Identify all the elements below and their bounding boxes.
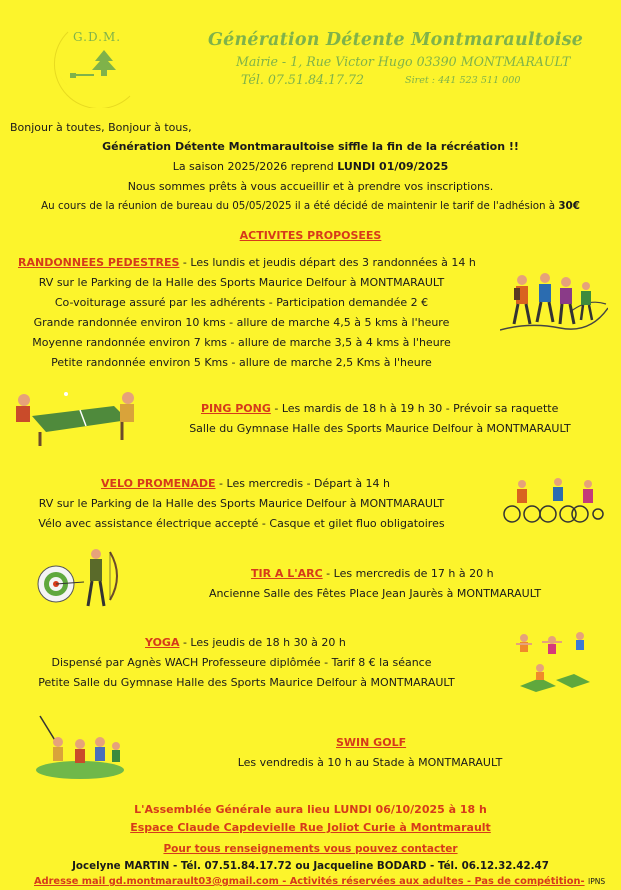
golf-line-1: Les vendredis à 10 h au Stade à MONTMARAULT [237, 756, 503, 769]
tir-line-2: Ancienne Salle des Fêtes Place Jean Jaurès à MONTMARAULT [208, 587, 542, 600]
randonnees-line-5: Moyenne randonnée environ 7 kms - allure de marche 3,5 à 4 kms à l'heure [32, 336, 451, 349]
golf-title: SWIN GOLF [336, 736, 407, 749]
intro-season-text: La saison 2025/2026 reprend [172, 160, 338, 173]
association-siret: Siret : 441 523 511 000 [405, 75, 521, 86]
contact-line-2 [34, 876, 605, 887]
greeting: Bonjour à toutes, Bonjour à tous, [10, 121, 192, 134]
assemblee-line-2: Espace Claude Capdevielle Rue Joliot Curie à Montmarault [130, 821, 491, 834]
intro-line-2 [0, 160, 621, 173]
velo-title: VELO PROMENADE [101, 477, 216, 490]
randonnees-title: RANDONNEES PEDESTRES [18, 256, 180, 269]
velo-schedule: - Les mercredis - Départ à 14 h [215, 477, 391, 490]
ping-pong-illustration [10, 386, 140, 448]
randonnees-line-6: Petite randonnée environ 5 Kms - allure de marche 2,5 Kms à l'heure [51, 356, 432, 369]
randonnees-line-2: RV sur le Parking de la Halle des Sports Maurice Delfour à MONTMARAULT [38, 276, 445, 289]
intro-tariff-text: Au cours de la réunion de bureau du 05/05/2025 il a été décidé de maintenir le tarif de l'adhésion à [41, 200, 559, 212]
intro-tariff-price: 30€ [558, 200, 580, 212]
intro-start-date: LUNDI 01/09/2025 [337, 160, 449, 173]
contact-email-text: Adresse mail gd.montmarault03@gmail.com - Activités réservées aux adultes - Pas de compétition- [34, 876, 585, 887]
association-phone: Tél. 07.51.84.17.72 [241, 72, 365, 87]
pingpong-title: PING PONG [201, 402, 271, 415]
yoga-schedule: - Les jeudis de 18 h 30 à 20 h [179, 636, 346, 649]
randonnees-line-3: Co-voiturage assuré par les adhérents - Participation demandée 2 € [54, 296, 429, 309]
yoga-illustration [512, 628, 594, 694]
yoga-title: YOGA [145, 636, 180, 649]
yoga-line-3: Petite Salle du Gymnase Halle des Sports Maurice Delfour à MONTMARAULT [38, 676, 455, 689]
yoga-line-1 [145, 636, 346, 649]
intro-line-3: Nous sommes prêts à vous accueillir et à prendre vos inscriptions. [127, 180, 494, 193]
hikers-illustration [500, 268, 608, 340]
golf-club-icon [68, 72, 98, 80]
contact-line-1: Jocelyne MARTIN - Tél. 07.51.84.17.72 ou Jacqueline BODARD - Tél. 06.12.32.42.47 [72, 860, 549, 872]
cyclists-illustration [502, 474, 604, 526]
logo-abbreviation: G.D.M. [73, 30, 122, 44]
pingpong-line-2: Salle du Gymnase Halle des Sports Maurice Delfour à MONTMARAULT [189, 422, 571, 435]
tir-line-1 [251, 567, 494, 580]
randonnees-line-4: Grande randonnée environ 10 kms - allure de marche 4,5 à 5 kms à l'heure [33, 316, 450, 329]
randonnees-line-1 [18, 256, 476, 269]
intro-line-4 [0, 200, 621, 212]
pingpong-schedule: - Les mardis de 18 h à 19 h 30 - Prévoir sa raquette [270, 402, 559, 415]
ipns-mark: IPNS [587, 877, 606, 886]
tir-schedule: - Les mercredis de 17 h à 20 h [322, 567, 494, 580]
association-address: Mairie - 1, Rue Victor Hugo 03390 MONTMARAULT [236, 54, 571, 69]
tir-title: TIR A L'ARC [251, 567, 323, 580]
randonnees-schedule: - Les lundis et jeudis départ des 3 randonnées à 14 h [179, 256, 476, 269]
velo-line-1 [101, 477, 390, 490]
yoga-line-2: Dispensé par Agnès WACH Professeure diplômée - Tarif 8 € la séance [51, 656, 432, 669]
association-title: Génération Détente Montmaraultoise [208, 30, 584, 50]
velo-line-2: RV sur le Parking de la Halle des Sports Maurice Delfour à MONTMARAULT [38, 497, 445, 510]
golf-illustration [34, 712, 124, 780]
archery-illustration [34, 546, 120, 610]
intro-line-1: Génération Détente Montmaraultoise siffle la fin de la récréation !! [102, 140, 519, 153]
assemblee-line-1: L'Assemblée Générale aura lieu LUNDI 06/10/2025 à 18 h [134, 803, 487, 816]
pingpong-line-1 [201, 402, 558, 415]
velo-line-3: Vélo avec assistance électrique accepté - Casque et gilet fluo obligatoires [38, 517, 445, 530]
contact-heading: Pour tous renseignements vous pouvez contacter [163, 843, 458, 855]
activities-heading: ACTIVITES PROPOSEES [239, 229, 382, 242]
